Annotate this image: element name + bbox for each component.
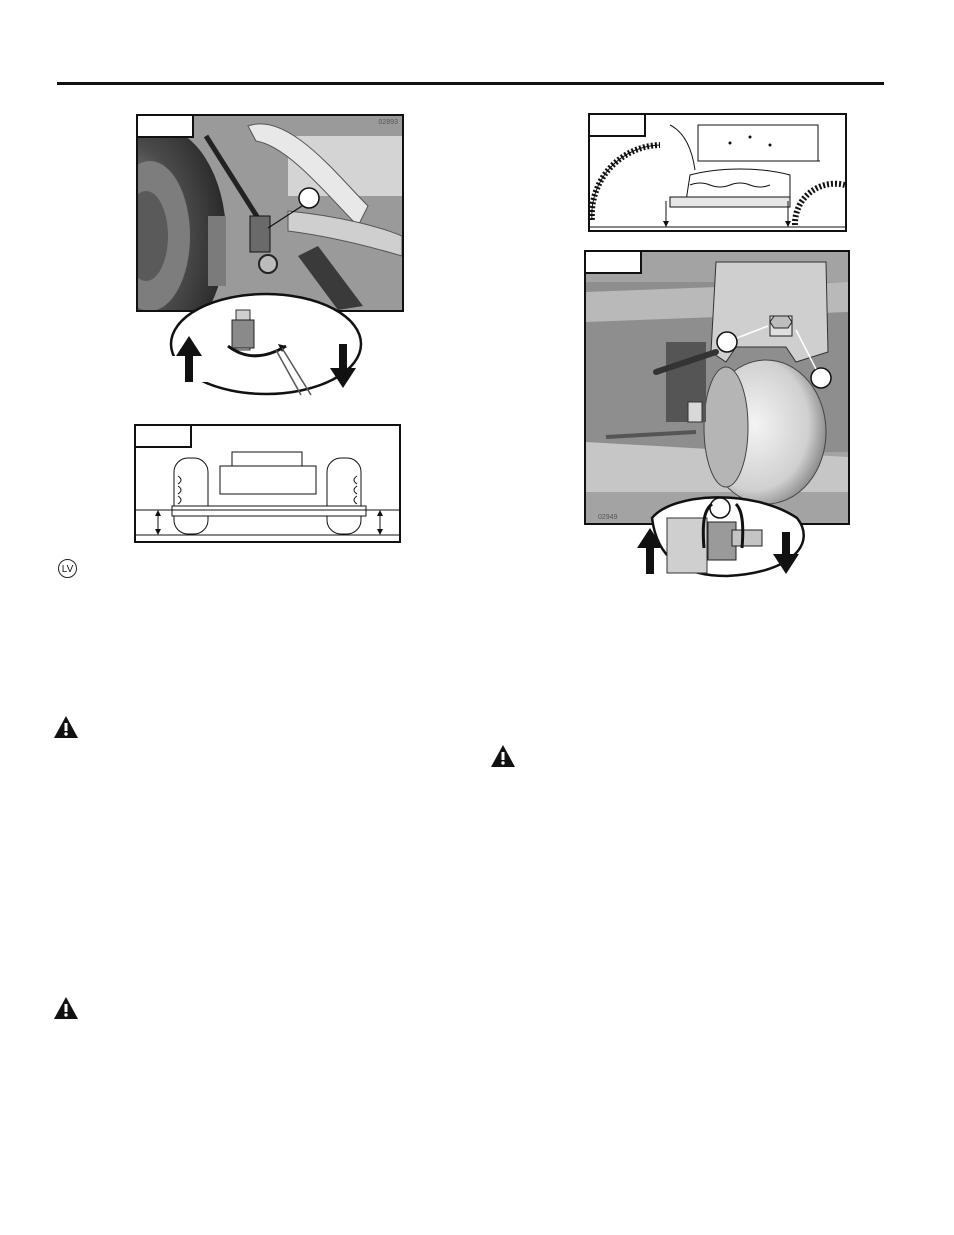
figure-side-view [588,113,847,232]
figure-gauge-wheel-photo [584,250,850,525]
figure-front-view [134,424,401,543]
gauge-wheel-illustration [586,252,848,523]
figure-tab [586,252,642,274]
figure-code: 02949 [598,514,618,521]
figure-tab [136,426,192,448]
figure-tab [590,115,646,137]
callout-circle [717,332,737,352]
warning-icon [53,715,79,739]
figure-lift-link-photo [136,114,404,312]
language-badge: LV [58,559,77,578]
header-rule [57,82,884,85]
warning-icon [490,744,516,768]
callout-circle [811,368,831,388]
figure-tab [138,116,194,138]
callout-circle [299,188,319,208]
figure-code: 02893 [378,119,398,126]
lift-link-illustration [138,116,402,310]
warning-icon [53,996,79,1020]
adjustment-detail [136,290,376,402]
wheel-adjust-detail [632,488,822,578]
